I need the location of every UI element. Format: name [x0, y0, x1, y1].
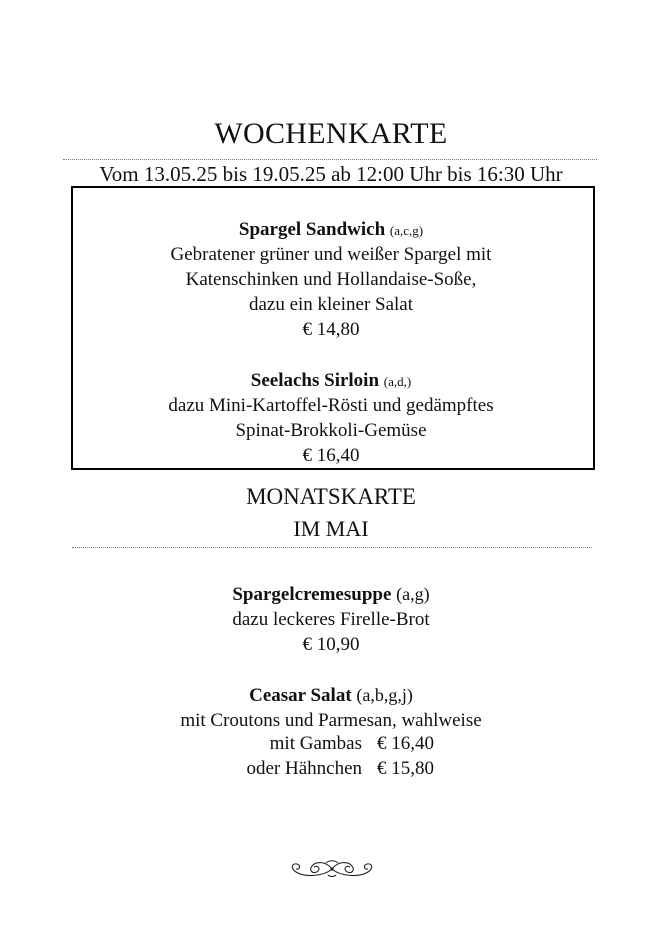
dish-description: Spinat-Brokkoli-Gemüse — [235, 420, 427, 441]
monatskarte-subtitle: IM MAI — [293, 516, 369, 541]
divider — [72, 547, 592, 548]
allergen-info: (a,g) — [396, 584, 430, 604]
option-label: oder Hähnchen — [246, 758, 362, 779]
divider — [63, 159, 597, 160]
dish-title — [0, 582, 662, 607]
dish-title — [0, 217, 662, 243]
wochenkarte-title: WOCHENKARTE — [214, 117, 448, 150]
allergen-info: (a,d,) — [383, 374, 412, 389]
dish-description: Gebratener grüner und weißer Spargel mit — [170, 244, 492, 265]
dish-name: Spargel Sandwich — [238, 219, 386, 240]
dish-name: Ceasar Salat — [249, 685, 352, 706]
dish-title — [0, 683, 662, 708]
monatskarte-title: MONATSKARTE — [246, 484, 416, 509]
dish-description: dazu ein kleiner Salat — [248, 294, 414, 315]
flourish-ornament-icon — [286, 858, 378, 880]
dish-name: Seelachs Sirloin — [250, 370, 380, 391]
dish-description: mit Croutons und Parmesan, wahlweise — [180, 710, 482, 731]
dish-description: dazu leckeres Firelle-Brot — [232, 609, 430, 630]
allergen-info: (a,c,g) — [389, 223, 424, 238]
dish-price: € 14,80 — [302, 319, 360, 340]
dish-name: Spargelcremesuppe — [232, 584, 392, 605]
date-range: Vom 13.05.25 bis 19.05.25 ab 12:00 Uhr bis 16:30 Uhr — [99, 162, 563, 186]
option-price: € 15,80 — [377, 758, 434, 779]
option-label: mit Gambas — [269, 733, 362, 754]
dish-description: Katenschinken und Hollandaise-Soße, — [185, 269, 477, 290]
option-price: € 16,40 — [377, 733, 434, 754]
dish-price: € 16,40 — [302, 445, 360, 466]
allergen-info: (a,b,g,j) — [356, 685, 413, 705]
dish-title — [0, 368, 662, 394]
dish-description: dazu Mini-Kartoffel-Rösti und gedämpftes — [168, 395, 494, 416]
dish-price: € 10,90 — [302, 634, 360, 655]
